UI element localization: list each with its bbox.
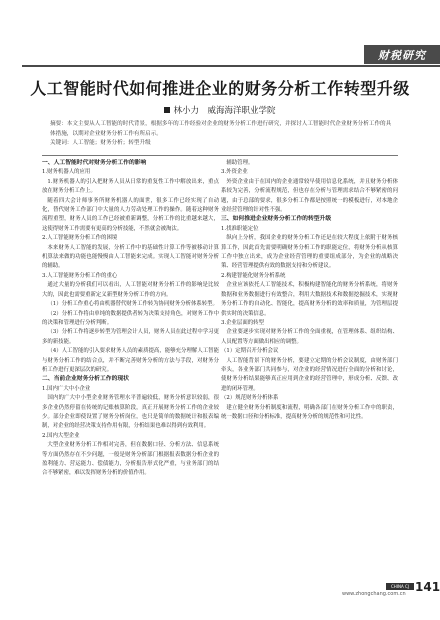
subheading: 3.企业层面的转型: [221, 319, 264, 326]
subheading: 3.外资企业: [221, 169, 248, 176]
paragraph: 通过大量的分析我们可以看出，人工智能对财务分析工作的影响是比较大的，因此也需要重新定义新型财务分析工作的方向。: [42, 282, 219, 298]
right-column: [221, 159, 398, 580]
square-bullet-icon: [164, 107, 170, 113]
section-tab: 财税研究: [364, 45, 440, 64]
paragraph: 本来财务人工智能的发展，分析工作中的基础性计算工作等被移动计算机算法来做的功能也能慢慢由人工智能来完成。实现人工智能对财务分析的辅助。: [42, 244, 219, 270]
keywords-text: 关键词：人工智能；财务分析；转型升级: [50, 140, 151, 146]
header-rule: [22, 65, 440, 67]
paragraph: 建立健全财务分析制度和流程，明确各部门在财务分析工作中的职责，统一数据口径和分析标准，提高财务分析的规范性和可比性。: [221, 404, 398, 420]
subheading: 2.国内大型企业: [42, 432, 80, 439]
paragraph: 辅助管理。: [226, 160, 254, 166]
paragraph: 人工智能背景下的财务分析，要建立定期的分析会议制度，由财务部门牵头，各业务部门共同参与，对企业的经营情况进行全面的分析和讨论，使财务分析结果能够真正应用到企业的经营管理中，形成分析、反馈、改进的闭环管理。: [221, 357, 398, 392]
paragraph: （3）分析工作将逐步转型为管理会计人员，财务人员在此过程中学习更多的新技能。: [42, 329, 219, 345]
section-heading: 三、如何推进企业财务分析工作的转型升级: [221, 216, 332, 223]
section-heading: 二、当前企业财务分析工作的现状: [42, 376, 129, 383]
paragraph: 随着四大会计师事务所财务机器人的面世，很多工作已经实现了自动化，替代财务工作部门中大量的人力劳动处理工作的操作。随着这种财务流程重塑，财务人员的工作已经被重新调整，分析工作的比重越来越大，这使得财务工作需要有更高的分析技能，不然就会被淘汰。: [42, 197, 219, 232]
paragraph: 1.财务机器人的引入把财务人员从日常的重复性工作中解放出来，重点放在财务分析工作上。: [42, 178, 219, 195]
abstract-text: 摘要：本文主要从人工智能的时代背景，根据多年的工作经验对企业的财务分析工作进行研究，并探讨人工智能时代企业财务分析工作的具体措施，以期对企业财务分析工作有所启示。: [50, 121, 392, 137]
subheading: （2）规范财务分析体系: [221, 395, 279, 402]
paragraph: 企业要逐步实现对财务分析工作的全面重视，在管理体系、组织结构、人员配置等方面做出相应的调整。: [221, 329, 398, 345]
abstract-divider: [42, 155, 398, 156]
left-column: [42, 159, 219, 580]
subheading: 1.找准职能定位: [221, 225, 259, 232]
author-text: 林小力 威海海洋职业学院: [173, 106, 276, 116]
subheading: （1）定期召开分析会议: [221, 348, 279, 355]
footer-website: www.zhongchang.com.cn: [342, 591, 406, 597]
paragraph: 纵向上分析，我国企业的财务分析工作还是在较大程度上依附于财务核算工作，因此首先需要明确财务分析工作的职能定位，将财务分析从核算工作中独立出来，成为企业经营管理的重要组成部分，为企业的战略决策、经营管理提供有效的数据支持和分析建议。: [221, 235, 398, 270]
page-number: 141: [415, 580, 440, 594]
section-heading: 一、人工智能时代对财务分析工作的影响: [42, 160, 147, 166]
subheading: 1.财务机器人的应用: [42, 169, 91, 176]
abstract: [50, 120, 395, 149]
paragraph: （2）分析工作将由单纯的数据提供者转为决策支持角色，对财务工作中的决策和管理进行分析判断。: [42, 310, 219, 326]
footer-badge: CHINA CJ: [386, 583, 414, 590]
paragraph: （4）人工智能的引入要求财务人员的素质提高，能够充分理解人工智能与财务分析工作的结合点，并不断完善财务分析的方法与手段，对财务分析工作进行更深层次的研究。: [42, 348, 219, 373]
paragraph: 国内的广大中小型企业财务管理水平普遍较低，财务分析意识较弱，很多企业仍然停留在传统的记账核算阶段，真正开展财务分析工作的企业较少。部分企业即使设置了财务分析岗位，也只是简单的数据统计和报表编制，对企业的经营决策支持作用有限，分析结果也难以得到有效利用。: [42, 395, 219, 430]
subheading: 2.构建智能化财务分析系统: [221, 272, 286, 279]
paragraph: （1）分析工作重心将由机器替代财务工作转为协同财务分析体系转型。: [47, 301, 218, 308]
paragraph: 企业应该依托人工智能技术，积极构建智能化的财务分析系统，将财务数据和业务数据进行有效整合，利用大数据技术和数据挖掘技术，实现财务分析工作的自动化、智能化，提高财务分析的效率和质量，为管理层提供实时的决策信息。: [221, 282, 398, 317]
article-title: 人工智能时代如何推进企业的财务分析工作转型升级: [30, 79, 410, 98]
paragraph: 外资企业由于在国内的企业通常较早使用信息化系统，并且财务分析体系较为完善，分析流程规范，但也存在分析与管理需求结合不够紧密的问题，由于总部的要求，很多分析工作都是按照统一的模板进行，对本地企业经营管理的针对性不强。: [221, 178, 398, 214]
subheading: 3.人工智能财务分析工作的重心: [42, 272, 118, 279]
author-line: [0, 104, 440, 116]
subheading: 1.国内广大中小企业: [42, 385, 91, 392]
subheading: 2.人工智能财务分析工作的困境: [42, 235, 118, 242]
paragraph: 大型企业财务分析工作相对完善，但在数据口径、分析方法、信息系统等方面仍然存在不少问题，一般是财务分析部门根据报表数据分析企业的盈利能力、营运能力、偿债能力，分析报告形式化严重，与业务部门的结合不够紧密，难以发挥财务分析的价值作用。: [42, 442, 219, 477]
